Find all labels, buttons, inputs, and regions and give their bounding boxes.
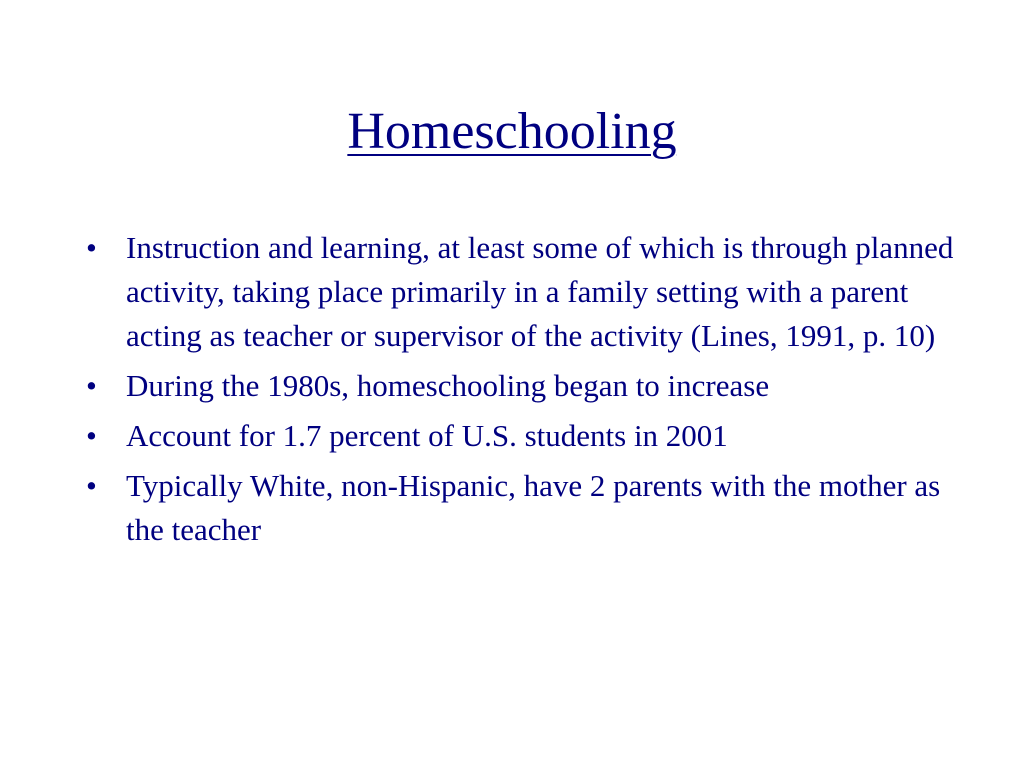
bullet-text: Typically White, non-Hispanic, have 2 parents with the mother as the teacher [126, 468, 941, 547]
bullet-list [86, 226, 956, 558]
bullet-icon: • [86, 418, 97, 453]
bullet-item-definition [86, 226, 956, 358]
bullet-icon: • [86, 368, 97, 403]
bullet-text: Instruction and learning, at least some of which is through planned activity, taking place primarily in a family setting with a parent acting as teacher or supervisor of the activity (Lines, 1991, p. 10) [126, 230, 954, 353]
bullet-text: During the 1980s, homeschooling began to increase [126, 368, 770, 403]
bullet-icon: • [86, 468, 97, 503]
slide-title: Homeschooling [347, 103, 677, 160]
bullet-text: Account for 1.7 percent of U.S. students in 2001 [126, 418, 728, 453]
bullet-item-percent [86, 414, 956, 458]
bullet-icon: • [86, 230, 97, 265]
bullet-item-1980s [86, 364, 956, 408]
bullet-item-demographics [86, 464, 956, 552]
